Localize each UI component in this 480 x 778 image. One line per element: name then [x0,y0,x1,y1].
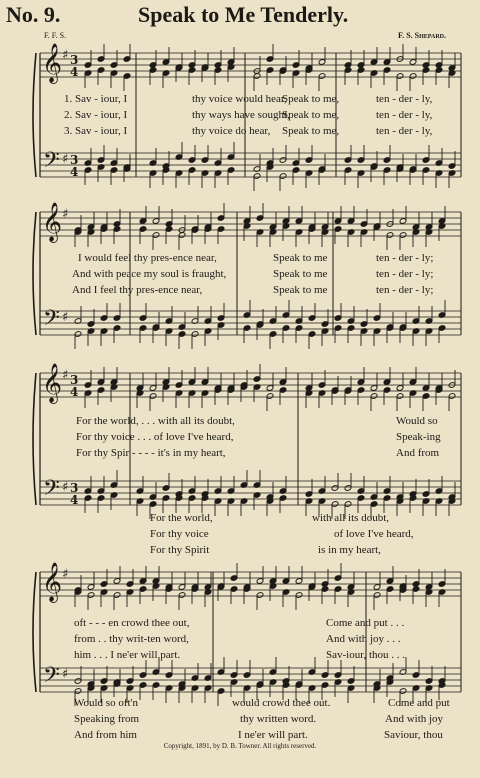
lyric-s1-v3-c: Speak to me, [282,125,340,137]
time-signature: 3 [70,373,79,387]
time-signature: 3 [70,53,79,67]
bass-lyric-s4-v2-c: And with joy [385,713,444,725]
lyric-s2-v3-b: Speak to me [273,284,328,296]
key-sharp: ♯ [62,48,69,63]
key-sharp: ♯ [62,310,69,325]
lyric-s4-v1-a: oft - - - en crowd thee out, [74,617,190,629]
key-sharp: ♯ [62,152,69,167]
key-sharp: ♯ [62,207,69,222]
system-brace [33,373,36,505]
bass-lyric-s3-v2-b: of love I've heard, [334,528,414,540]
bass-lyric-s3-v2-a: For thy voice [150,528,209,540]
bass-lyric-s4-v2-a: Speaking from [74,713,140,725]
lyric-s3-v2-b: Speak-ing [396,431,441,443]
lyric-s2-v1-a: I would feel thy pres-ence near, [78,252,217,264]
lyric-s2-v2-c: ten - der - ly; [376,268,434,280]
key-sharp: ♯ [62,567,69,582]
lyric-s1-v1-d: ten - der - ly, [376,93,433,105]
time-signature: 4 [70,165,79,179]
bass-lyric-s3-v1-a: For the world, [150,512,213,524]
time-signature: 3 [70,481,79,495]
bass-clef: 𝄢 [43,306,60,336]
lyric-s1-v3-b: thy voice do hear, [192,125,271,137]
treble-clef: 𝄞 [42,43,63,83]
system-brace [33,572,36,692]
bass-lyric-s3-v3-b: is in my heart, [318,544,381,556]
lyric-s2-v1-c: ten - der - ly; [376,252,434,264]
hymn-title: Speak to Me Tenderly. [138,2,349,27]
lyric-s1-v2-b: thy ways have sought, [192,109,290,121]
bass-clef: 𝄢 [43,148,60,178]
lyric-s1-v2-a: 2. Sav - iour, I [64,109,128,121]
system-brace [33,53,36,177]
lyric-s1-v2-c: Speak to me, [282,109,340,121]
lyric-s2-v2-b: Speak to me [273,268,328,280]
music-credit: F. S. Shepard. [398,31,446,40]
lyric-s2-v2-a: And with peace my soul is fraught, [72,268,227,280]
lyric-s3-v1-b: Would so [396,415,438,427]
treble-clef: 𝄞 [42,562,63,602]
lyric-s3-v1-a: For the world, . . . with all its doubt, [76,415,235,427]
treble-clef: 𝄞 [42,202,63,242]
bass-clef: 𝄢 [43,663,60,693]
hymn-number: No. 9. [6,2,61,27]
lyric-s3-v3-b: And from [396,447,440,459]
treble-clef: 𝄞 [42,363,63,403]
bass-lyric-s4-v3-b: I ne'er will part. [238,729,308,741]
bass-lyric-s4-v2-b: thy written word. [240,713,317,725]
bass-lyric-s4-v1-c: Come and put [388,697,450,709]
time-signature: 3 [70,153,79,167]
lyric-s3-v2-a: For thy voice . . . of love I've heard, [76,431,234,443]
lyric-s2-v3-a: And I feel thy pres-ence near, [72,284,203,296]
lyric-s4-v3-b: Sav-iour, thou . . . [326,649,405,661]
bass-lyric-s3-v3-a: For thy Spirit [150,544,210,556]
key-sharp: ♯ [62,368,69,383]
time-signature: 4 [70,65,79,79]
lyric-s1-v2-d: ten - der - ly, [376,109,433,121]
bass-clef: 𝄢 [43,476,60,506]
copyright-footer: Copyright, 1891, by D. B. Towner. All rights reserved. [163,742,317,750]
time-signature: 4 [70,385,79,399]
lyric-s2-v3-c: ten - der - ly; [376,284,434,296]
lyric-s1-v3-d: ten - der - ly, [376,125,433,137]
time-signature: 4 [70,493,79,507]
bass-lyric-s3-v1-b: with all its doubt, [312,512,389,524]
bass-lyric-s4-v3-c: Saviour, thou [384,729,443,741]
lyric-s1-v1-a: 1. Sav - iour, I [64,93,128,105]
bass-lyric-s4-v1-b: would crowd thee out. [232,697,331,709]
key-sharp: ♯ [62,667,69,682]
system-brace [33,212,36,335]
lyric-s3-v3-a: For thy Spir - - - - it's in my heart, [76,447,226,459]
lyric-s4-v2-b: And with joy . . . [326,633,401,645]
lyric-s4-v1-b: Come and put . . . [326,617,405,629]
words-credit: F. F. S. [44,31,67,40]
lyric-s1-v3-a: 3. Sav - iour, I [64,125,128,137]
lyric-s1-v1-b: thy voice would hear, [192,93,287,105]
key-sharp: ♯ [62,480,69,495]
bass-lyric-s4-v3-a: And from him [74,729,137,741]
bass-lyric-s4-v1-a: Would so oft'n [74,697,139,709]
lyric-s4-v3-a: him . . . I ne'er will part. [74,649,181,661]
lyric-s2-v1-b: Speak to me [273,252,328,264]
lyric-s4-v2-a: from . . thy writ-ten word, [74,633,189,645]
lyric-s1-v1-c: Speak to me, [282,93,340,105]
